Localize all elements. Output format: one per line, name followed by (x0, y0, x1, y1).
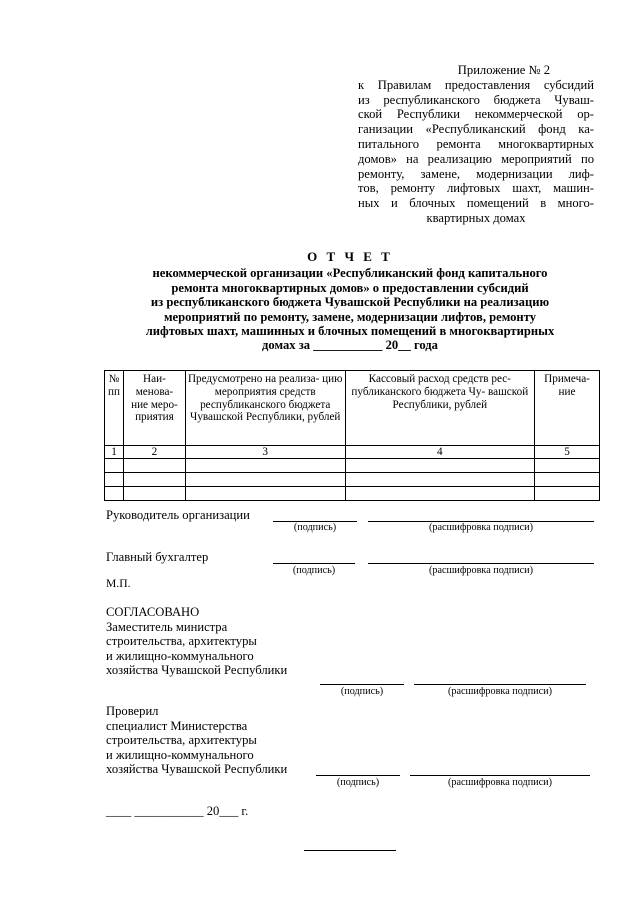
appendix-line: ных и блочных помещений в много- (358, 196, 594, 211)
table-cell[interactable] (185, 487, 345, 501)
table-cell[interactable] (535, 459, 600, 473)
table-cell[interactable] (185, 473, 345, 487)
table-cell[interactable] (123, 459, 185, 473)
table-cell[interactable] (105, 459, 124, 473)
agreed-block (106, 605, 287, 678)
decode-caption: (расшифровка подписи) (448, 777, 552, 788)
table-row (105, 459, 600, 473)
table-cell[interactable] (123, 473, 185, 487)
appendix-line: из республиканского бюджета Чуваш- (358, 92, 594, 107)
stamp-place: М.П. (106, 577, 131, 590)
report-table (104, 370, 600, 501)
report-title-line: некоммерческой организации «Республиканский фонд капитального (152, 266, 548, 281)
appendix-line: к Правилам предоставления субсидий (358, 77, 594, 92)
accountant-decode-line[interactable] (368, 563, 594, 564)
appendix-line: тов, ремонту лифтовых шахт, машин- (358, 181, 594, 196)
table-cell[interactable] (345, 459, 534, 473)
decode-caption: (расшифровка подписи) (448, 686, 552, 697)
sign-caption: (подпись) (340, 686, 384, 697)
sign-caption: (подпись) (336, 777, 380, 788)
sign-caption: (подпись) (292, 565, 336, 576)
checked-line: Проверил (106, 704, 159, 718)
deputy-sign-line[interactable] (320, 684, 404, 685)
column-number: 2 (123, 446, 185, 459)
deputy-line: хозяйства Чувашской Республики (106, 663, 288, 678)
column-header: Кассовый расход средств рес- публиканского бюджета Чу- вашской Республики, рублей (345, 371, 534, 446)
column-header: Примеча- ние (535, 371, 600, 446)
appendix-line: ремонту, замене, модернизации лиф- (358, 166, 594, 181)
column-number: 4 (345, 446, 534, 459)
appendix-block (358, 63, 594, 226)
date-line: ____ ___________ 20___ г. (106, 804, 249, 818)
column-number: 1 (105, 446, 124, 459)
report-title-line: домах за ___________ 20__ года (262, 338, 438, 353)
agreed-title: СОГЛАСОВАНО (106, 605, 200, 619)
report-title-line: из республиканского бюджета Чувашской Республики на реализацию (150, 295, 550, 310)
checked-line: хозяйства Чувашской Республики (106, 762, 288, 777)
appendix-line: питального ремонта многоквартирных (358, 136, 594, 151)
checked-line: и жилищно-коммунального (106, 747, 254, 762)
decode-caption: (расшифровка подписи) (429, 565, 533, 576)
checked-block (106, 704, 287, 777)
checker-sign-line[interactable] (316, 775, 400, 776)
table-cell[interactable] (535, 487, 600, 501)
accountant-signature-label: Главный бухгалтер (106, 550, 209, 564)
deputy-line: Заместитель министра (106, 619, 228, 634)
head-signature-label: Руководитель организации (106, 508, 250, 522)
appendix-line: ганизации «Республиканский фонд ка- (358, 122, 594, 137)
table-number-row (105, 446, 600, 459)
table-cell[interactable] (345, 487, 534, 501)
report-title-block (100, 250, 600, 353)
checked-line: специалист Министерства (106, 718, 248, 733)
checker-decode-line[interactable] (410, 775, 590, 776)
checked-line: строительства, архитектуры (106, 733, 257, 748)
deputy-line: строительства, архитектуры (106, 634, 257, 649)
table-row (105, 487, 600, 501)
table-cell[interactable] (123, 487, 185, 501)
appendix-line: домов» на реализацию мероприятий по (358, 151, 594, 166)
column-header: № пп (105, 371, 124, 446)
column-number: 5 (535, 446, 600, 459)
bottom-divider (304, 850, 396, 851)
column-number: 3 (185, 446, 345, 459)
table-cell[interactable] (345, 473, 534, 487)
table-row (105, 473, 600, 487)
report-title-line: мероприятий по ремонту, замене, модернизации лифтов, ремонту (163, 309, 537, 324)
report-title-line: ремонта многоквартирных домов» о предоставлении субсидий (171, 280, 529, 295)
table-cell[interactable] (185, 459, 345, 473)
table-cell[interactable] (535, 473, 600, 487)
table-cell[interactable] (105, 473, 124, 487)
appendix-title: Приложение № 2 (457, 63, 550, 77)
deputy-line: и жилищно-коммунального (106, 648, 254, 663)
report-title-line: лифтовых шахт, машинных и блочных помещений в многоквартирных (145, 324, 555, 339)
column-header: Наи- менова- ние меро- приятия (123, 371, 185, 446)
accountant-sign-line[interactable] (273, 563, 355, 564)
report-heading: О Т Ч Е Т (307, 249, 393, 264)
sign-caption: (подпись) (293, 522, 337, 533)
decode-caption: (расшифровка подписи) (429, 522, 533, 533)
deputy-decode-line[interactable] (414, 684, 586, 685)
table-cell[interactable] (105, 487, 124, 501)
appendix-text (358, 78, 594, 226)
appendix-line: квартирных домах (426, 210, 526, 225)
column-header: Предусмотрено на реализа- цию мероприятия средств республиканского бюджета Чувашской Республики, рублей (185, 371, 345, 446)
appendix-line: ской Республики некоммерческой ор- (358, 107, 594, 122)
table-header-row (105, 371, 600, 446)
